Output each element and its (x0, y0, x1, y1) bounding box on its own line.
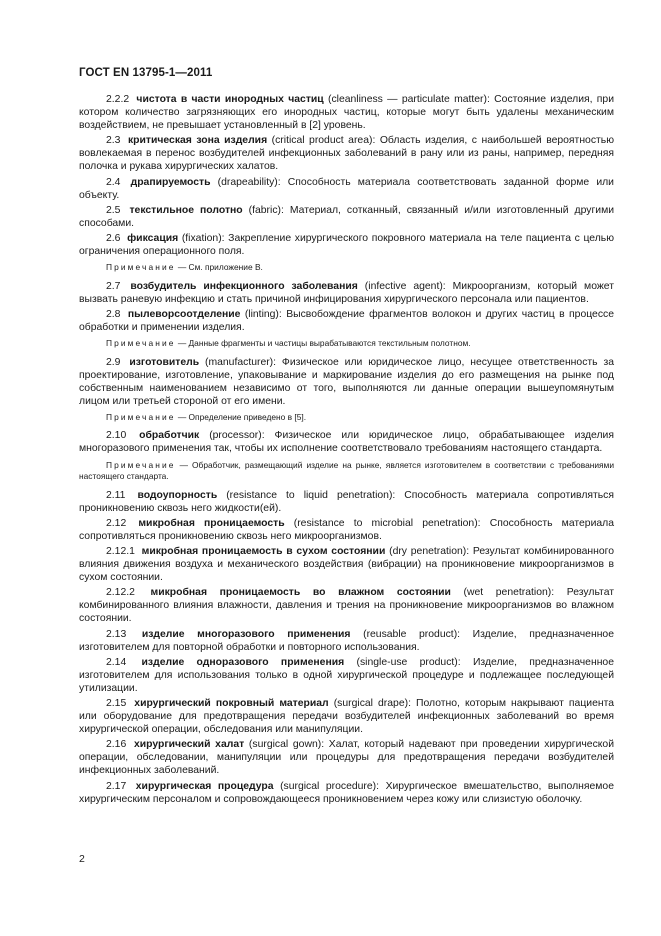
definition-entry (79, 232, 614, 258)
entry-number: 2.3 (106, 135, 121, 147)
entry-definition: Халат, который надевают при проведении хирургической операции, обследовании, манипуляции или процедуры для предотвращения передачи возбудителей инфекционных заболеваний. (79, 739, 615, 777)
note-label: Примечание (106, 411, 176, 422)
entry-definition: Изделие, предназначенное изготовителем для повторной обработки и повторного использования. (79, 628, 614, 653)
entry-english-term: (infective agent): (364, 280, 446, 292)
note (79, 412, 614, 424)
entry-definition: Закрепление хирургического покровного материала на теле пациента с целью ограничения операционного поля. (79, 232, 614, 258)
note-text: — Обработчик, размещающий изделие на рынке, является изготовителем в соответствии с требованиями настоящего стандарта. (79, 459, 614, 482)
entry-english-term: (surgical gown): (248, 739, 325, 751)
note-label: Примечание (106, 459, 176, 470)
entry-term: хирургическая процедура (135, 780, 274, 792)
note (79, 338, 614, 350)
definition-entry (79, 356, 614, 408)
definition-entry (79, 586, 614, 625)
entry-english-term: (fixation): (181, 232, 225, 244)
entry-definition: Микроорганизм, который может вызвать раневую инфекцию и стать причиной инфицирования хирургического персонала или пациентов. (79, 280, 615, 305)
definition-entry (79, 738, 614, 777)
definition-entry (79, 656, 614, 695)
entry-number: 2.13 (106, 628, 127, 640)
entry-english-term: (resistance to liquid penetration): (226, 489, 396, 501)
entry-term: хирургический покровный материал (134, 697, 329, 709)
entry-number: 2.5 (106, 204, 121, 216)
definition-entry (79, 489, 614, 515)
entry-english-term: (resistance to microbial penetration): (293, 517, 481, 529)
note (79, 460, 614, 483)
entry-english-term: (single-use product): (356, 656, 461, 668)
entry-definition: Высвобождение фрагментов волокон и других частиц в процессе обработки и применении изделия. (79, 308, 614, 333)
entry-number: 2.12 (106, 517, 127, 529)
entry-term: изделие многоразового применения (141, 628, 351, 640)
definition-entry (79, 697, 614, 736)
entry-number: 2.9 (106, 356, 121, 368)
entry-number: 2.15 (106, 697, 127, 709)
entry-definition: Хирургическое вмешательство, выполняемое хирургическим персоналом и сопровождающееся проникновением через кожу или слизистую оболочку. (79, 780, 614, 805)
entry-number: 2.12.2 (106, 587, 135, 599)
entry-number: 2.7 (106, 280, 121, 292)
entry-english-term: (manufacturer): (205, 356, 277, 368)
definition-entry (79, 545, 614, 584)
definition-entry (79, 134, 614, 173)
document-body (79, 93, 614, 808)
entry-term: текстильное полотно (129, 204, 243, 216)
entry-english-term: (critical product area): (271, 135, 376, 147)
entry-number: 2.11 (106, 489, 126, 501)
definition-entry (79, 780, 614, 806)
entry-term: обработчик (139, 430, 200, 442)
entry-english-term: (linting): (244, 308, 282, 320)
definition-entry (79, 628, 614, 654)
definition-entry (79, 280, 614, 306)
note-label: Примечание (106, 262, 176, 273)
entry-term: микробная проницаемость (138, 517, 285, 529)
definition-entry (79, 93, 614, 132)
entry-definition: Физическое или юридическое лицо, обрабатывающее изделия многоразового применения так, чтобы их исполнение соответствовало требованиям настоящего стандарта. (79, 430, 614, 455)
entry-english-term: (reusable product): (363, 628, 461, 640)
entry-definition: Способность материала соответствовать заданной форме или объекту. (79, 176, 614, 201)
entry-term: хирургический халат (133, 739, 245, 751)
entry-english-term: (fabric): (248, 204, 284, 216)
entry-english-term: (dry penetration): (389, 545, 470, 557)
definition-entry (79, 429, 614, 455)
entry-definition: Изделие, предназначенное изготовителем для использования только в одной хирургической процедуре и подлежащее последующей утилизации. (79, 656, 614, 694)
entry-term: изделие одноразового применения (141, 656, 345, 668)
entry-definition: Результат комбинированного влияния влажности, давления и трения на проникновение микроорганизмов во влажном состоянии. (79, 587, 614, 625)
entry-term: изготовитель (129, 356, 200, 368)
page-number: 2 (79, 853, 85, 865)
entry-number: 2.10 (106, 430, 127, 442)
entry-definition: Состояние изделия, при котором количество загрязняющих его инородных частиц, которые могут быть удалены механическим воздействием, не превышает установленный в [2] уровень. (79, 94, 615, 132)
entry-term: критическая зона изделия (127, 135, 268, 147)
entry-definition: Способность материала сопротивляться проникновению сквозь него жидкости(ей). (79, 489, 615, 514)
entry-number: 2.16 (106, 739, 127, 751)
entry-term: чистота в части инородных частиц (136, 94, 324, 105)
entry-term: драпируемость (130, 176, 211, 188)
entry-english-term: (wet penetration): (463, 587, 555, 599)
entry-english-term: (surgical drape): (333, 697, 411, 709)
entry-definition: Физическое или юридическое лицо, несущее ответственность за проектирование, изготовление, упаковывание и маркирование изделия до его размещения на рынке под собственным наименованием независимо от того, выполняются ли данные операции вышеупомянутым лицом или третьей стороной от его имени. (79, 356, 614, 407)
entry-english-term: (drapeability): (217, 176, 281, 188)
entry-definition: Материал, сотканный, связанный и/или изготовленный другими способами. (79, 204, 615, 229)
note-text: — Данные фрагменты и частицы вырабатываются текстильным полотном. (177, 338, 471, 348)
entry-definition: Полотно, которым накрывают пациента или оборудование для предотвращения передачи возбудителей инфекционных заболеваний во время хирургической операции, обследования или манипуляции. (79, 697, 615, 736)
definition-entry (79, 204, 614, 230)
entry-english-term: (surgical procedure): (280, 780, 380, 792)
entry-english-term: (processor): (209, 430, 265, 442)
note-text: — Определение приведено в [5]. (177, 411, 307, 422)
entry-term: пылеворсоотделение (127, 308, 241, 320)
note-text: — См. приложение В. (177, 262, 263, 273)
document-header: ГОСТ EN 13795-1—2011 (79, 67, 213, 79)
entry-term: возбудитель инфекционного заболевания (130, 280, 358, 292)
entry-number: 2.17 (106, 780, 127, 792)
entry-number: 2.14 (106, 656, 127, 668)
definition-entry (79, 176, 614, 202)
entry-term: микробная проницаемость во влажном состоянии (150, 587, 451, 599)
entry-definition: Область изделия, с наибольшей вероятностью вовлекаемая в перенос возбудителей инфекционных заболеваний в рану или из раны, например, передняя полочка и рукава хирургических халатов. (79, 135, 614, 173)
entry-number: 2.12.1 (106, 545, 135, 557)
entry-number: 2.4 (106, 176, 121, 188)
definition-entry (79, 517, 614, 543)
note-label: Примечание (106, 338, 176, 348)
entry-term: фиксация (127, 232, 179, 244)
entry-term: микробная проницаемость в сухом состоянии (141, 545, 386, 557)
entry-english-term: (cleanliness — particulate matter): (328, 94, 490, 105)
entry-term: водоупорность (137, 489, 218, 501)
entry-definition: Способность материала сопротивляться проникновению сквозь него микроорганизмов. (79, 517, 614, 542)
entry-number: 2.6 (106, 232, 121, 244)
note (79, 262, 614, 274)
definition-entry (79, 308, 614, 334)
entry-number: 2.8 (106, 308, 121, 320)
entry-number: 2.2.2 (106, 94, 130, 105)
entry-definition: Результат комбинированного влияния движения воздуха и механического воздействия (вибрации) на проникновение микроорганизмов в сухом состоянии. (79, 545, 614, 584)
